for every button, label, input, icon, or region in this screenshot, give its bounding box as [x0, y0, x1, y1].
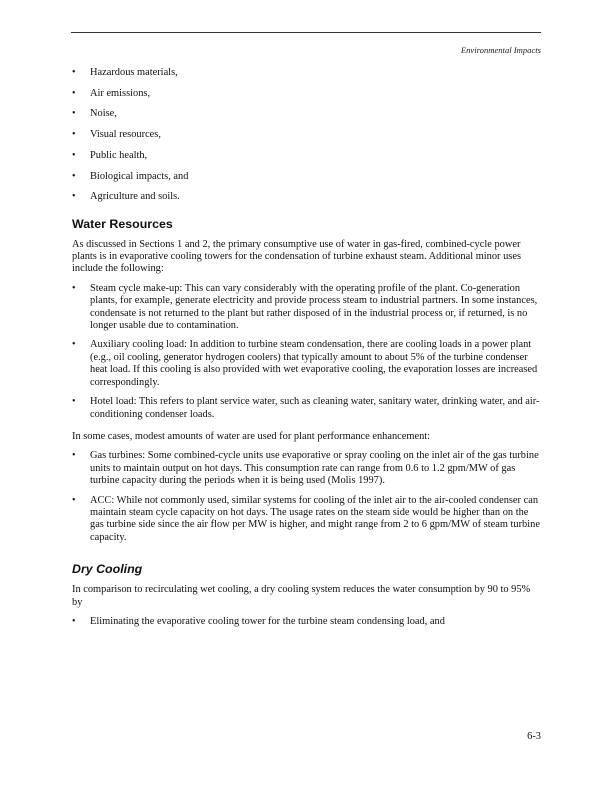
water-resources-intro: As discussed in Sections 1 and 2, the primary consumptive use of water in gas-fired, combined-cycle power plants is in evaporative cooling towers for the condensation of turbine exhaust steam. Additional minor uses include the following:: [72, 238, 522, 275]
list-item: • Eliminating the evaporative cooling tower for the turbine steam condensing load, and: [72, 616, 541, 628]
dry-cooling-intro: In comparison to recirculating wet cooling, a dry cooling system reduces the water consumption by 90 to 95% by: [72, 584, 531, 608]
subsection-heading-dry-cooling: Dry Cooling: [72, 562, 143, 577]
impact-list: [72, 67, 541, 204]
list-item: • Noise,: [72, 108, 541, 120]
list-item: • Steam cycle make-up: This can vary considerably with the operating profile of the plant. Co-generation plants, for example, generate electricity and provide process steam to industrial partners. In some instances, condensate is not returned to the plant but rather disposed of in the industrial process or, if returned, is no longer usable due to contamination.: [72, 283, 541, 333]
running-header-title: Environmental Impacts: [460, 45, 541, 55]
list-item: • Hazardous materials,: [72, 67, 541, 79]
list-item: • Hotel load: This refers to plant service water, such as cleaning water, sanitary water, drinking water, and air-conditioning condenser loads.: [72, 396, 541, 421]
list-item: • Agriculture and soils.: [72, 191, 541, 203]
header-rule: [71, 32, 541, 33]
list-item: • ACC: While not commonly used, similar systems for cooling of the inlet air to the air-cooled condenser can maintain steam cycle capacity on hot days. The usage rates on the steam side would be higher than on the gas turbine side since the air flow per MW is higher, and might range from 2 to 6 gpm/MW of steam turbine capacity.: [72, 495, 541, 545]
list-item: • Public health,: [72, 150, 541, 162]
section-heading-water-resources: Water Resources: [72, 216, 173, 231]
list-item: • Biological impacts, and: [72, 171, 541, 183]
enhancement-intro: In some cases, modest amounts of water are used for plant performance enhancement:: [72, 430, 431, 442]
list-item: • Auxiliary cooling load: In addition to turbine steam condensation, there are cooling loads in a power plant (e.g., oil cooling, generator hydrogen coolers) that typically amount to about 5% of the turbine condenser heat load. If this cooling is also provided with wet evaporative cooling, the evaporation losses are increased correspondingly.: [72, 339, 541, 389]
list-item: • Visual resources,: [72, 129, 541, 141]
dry-cooling-list: [72, 616, 541, 628]
enhancement-uses-list: [72, 450, 541, 544]
page-content: [72, 67, 541, 635]
minor-uses-list: [72, 283, 541, 421]
list-item: • Gas turbines: Some combined-cycle units use evaporative or spray cooling on the inlet air of the gas turbine units to maintain output on hot days. This consumption rate can range from 0.6 to 1.2 gpm/MW of gas turbine capacity during the periods when it is being used (Molis 1997).: [72, 450, 541, 487]
page-number: 6-3: [527, 731, 541, 742]
list-item: • Air emissions,: [72, 88, 541, 100]
